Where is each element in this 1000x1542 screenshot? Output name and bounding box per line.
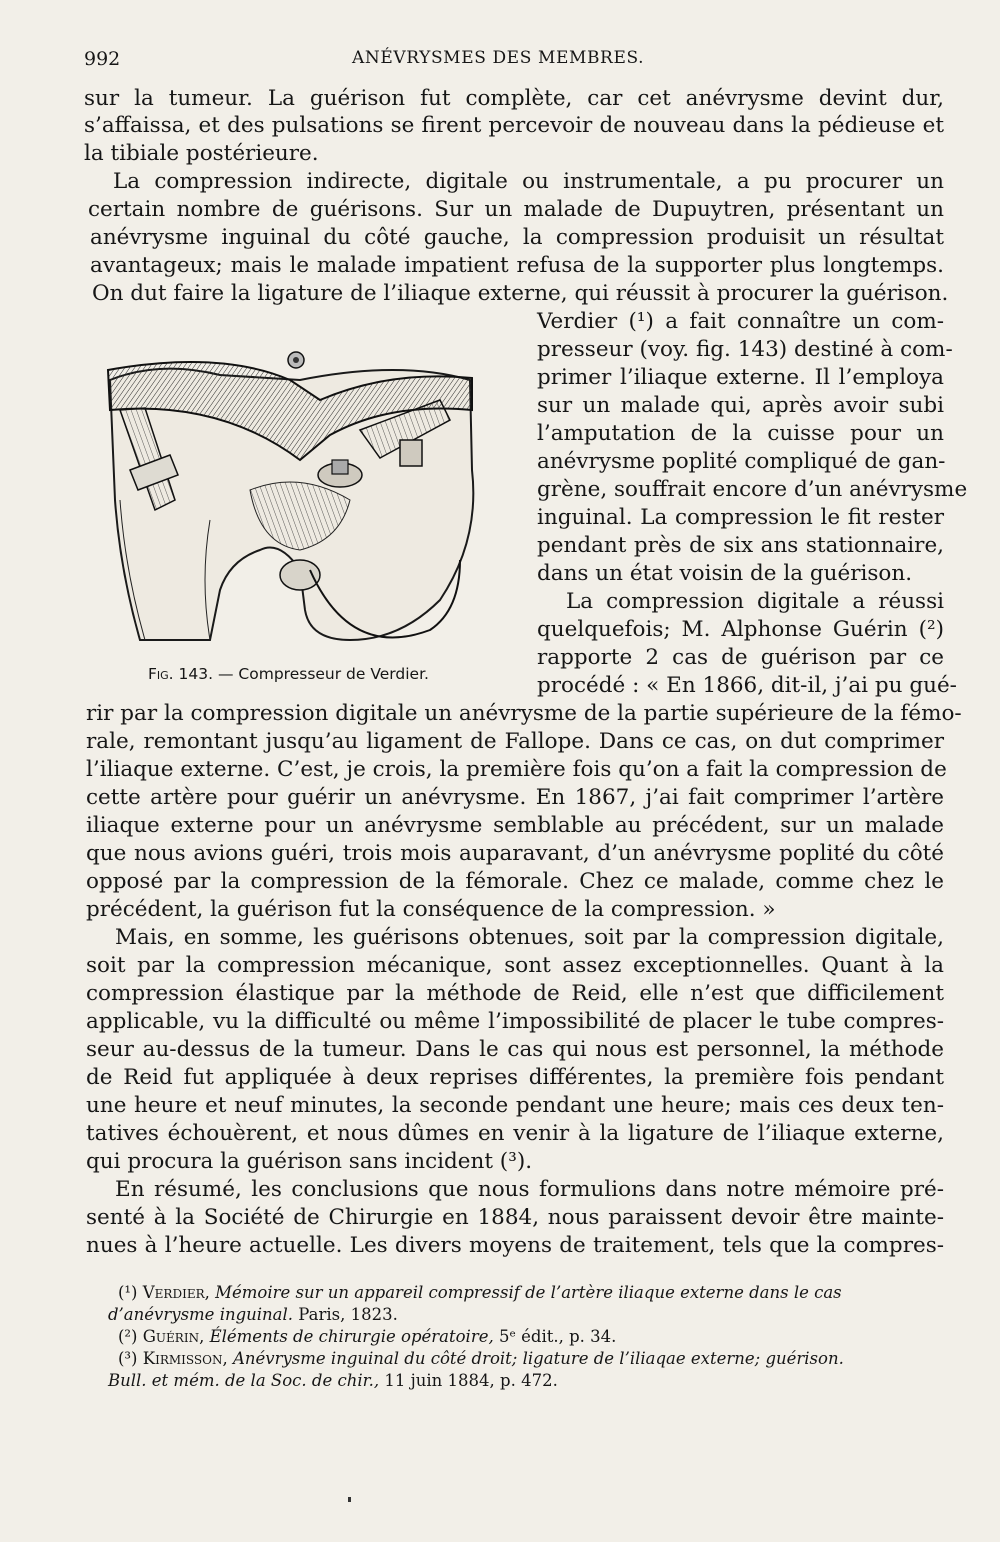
- body-line: rale, remontant jusqu’au ligament de Fallope. Dans ce cas, on dut comprimer: [86, 729, 944, 754]
- footnote-title: Anévrysme inguinal du côté droit; ligature de l’iliaqae externe; guérison.: [232, 1349, 844, 1368]
- footnote-1: [118, 1283, 842, 1303]
- body-line: primer l’iliaque externe. Il l’employa: [537, 365, 944, 390]
- footnote-author: Guérin,: [142, 1327, 205, 1346]
- body-line: tatives échouèrent, et nous dûmes en venir à la ligature de l’iliaque externe,: [86, 1121, 944, 1146]
- body-line: grène, souffrait encore d’un anévrysme: [537, 477, 968, 502]
- page-number: 992: [84, 48, 121, 70]
- footnote-mark: (³): [118, 1349, 138, 1368]
- body-line: de Reid fut appliquée à deux reprises différentes, la première fois pendant: [86, 1065, 944, 1090]
- body-line: En résumé, les conclusions que nous formulions dans notre mémoire pré-: [115, 1177, 944, 1202]
- body-line: précédent, la guérison fut la conséquence de la compression. »: [86, 897, 776, 922]
- body-line: La compression indirecte, digitale ou instrumentale, a pu procurer un: [113, 169, 944, 194]
- compressor-engraving: [100, 340, 480, 660]
- body-line: presseur (voy. fig. 143) destiné à com-: [537, 337, 953, 362]
- body-line: anévrysme poplité compliqué de gan-: [537, 449, 946, 474]
- body-line: cette artère pour guérir un anévrysme. En 1867, j’ai fait comprimer l’artère: [86, 785, 944, 810]
- body-line: On dut faire la ligature de l’iliaque externe, qui réussit à procurer la guérison.: [92, 281, 949, 306]
- body-line: une heure et neuf minutes, la seconde pendant une heure; mais ces deux ten-: [86, 1093, 944, 1118]
- footnote-rest: 11 juin 1884, p. 472.: [384, 1371, 558, 1390]
- page-header: [84, 48, 684, 74]
- body-line: certain nombre de guérisons. Sur un malade de Dupuytren, présentant un: [88, 197, 944, 222]
- footnote-mark: (¹): [118, 1283, 138, 1302]
- body-line: compression élastique par la méthode de Reid, elle n’est que difficilement: [86, 981, 944, 1006]
- body-line: pendant près de six ans stationnaire,: [537, 533, 944, 558]
- footnote-title: Éléments de chirurgie opératoire,: [209, 1327, 494, 1346]
- body-line: senté à la Société de Chirurgie en 1884, nous paraissent devoir être mainte-: [86, 1205, 944, 1230]
- figure-compresseur-illustration: [100, 340, 480, 660]
- body-line: s’affaissa, et des pulsations se firent percevoir de nouveau dans la pédieuse et: [84, 113, 944, 138]
- footnote-rest: 5ᵉ édit., p. 34.: [499, 1327, 617, 1346]
- body-line: quelquefois; M. Alphonse Guérin (²): [537, 617, 944, 642]
- running-head: ANÉVRYSMES DES MEMBRES.: [352, 48, 645, 68]
- body-line: anévrysme inguinal du côté gauche, la compression produisit un résultat: [90, 225, 944, 250]
- body-line: Verdier (¹) a fait connaître un com-: [537, 309, 944, 334]
- footnote-rest: Paris, 1823.: [298, 1305, 398, 1324]
- body-line: dans un état voisin de la guérison.: [537, 561, 913, 586]
- body-line: l’iliaque externe. C’est, je crois, la première fois qu’on a fait la compression de: [86, 757, 947, 782]
- footnote-title: Mémoire sur un appareil compressif de l’artère iliaque externe dans le cas: [215, 1283, 842, 1302]
- body-line: nues à l’heure actuelle. Les divers moyens de traitement, tels que la compres-: [86, 1233, 944, 1258]
- body-line: La compression digitale a réussi: [566, 589, 944, 614]
- body-line: rapporte 2 cas de guérison par ce: [537, 645, 944, 670]
- body-line: applicable, vu la difficulté ou même l’impossibilité de placer le tube compres-: [86, 1009, 944, 1034]
- footnote-author: Kirmisson,: [142, 1349, 228, 1368]
- footnote-mark: (²): [118, 1327, 138, 1346]
- footnote-title-cont: Bull. et mém. de la Soc. de chir.,: [108, 1371, 380, 1390]
- figure-caption-number: Fig. 143.: [148, 665, 214, 683]
- body-line: opposé par la compression de la fémorale. Chez ce malade, comme chez le: [86, 869, 944, 894]
- body-line: que nous avions guéri, trois mois auparavant, d’un anévrysme poplité du côté: [86, 841, 944, 866]
- footnote-title-cont: d’anévrysme inguinal.: [108, 1305, 294, 1324]
- body-line: rir par la compression digitale un anévrysme de la partie supérieure de la fémo-: [86, 701, 962, 726]
- footnote-3: [118, 1349, 844, 1369]
- figure-caption: [148, 665, 429, 683]
- body-line: Mais, en somme, les guérisons obtenues, soit par la compression digitale,: [115, 925, 944, 950]
- footnote-3-cont: [108, 1371, 558, 1391]
- figure-caption-text: — Compresseur de Verdier.: [218, 665, 429, 683]
- body-line: l’amputation de la cuisse pour un: [537, 421, 944, 446]
- body-line: sur la tumeur. La guérison fut complète, car cet anévrysme devint dur,: [84, 86, 944, 111]
- footnote-1-cont: [108, 1305, 398, 1325]
- body-line: iliaque externe pour un anévrysme semblable au précédent, sur un malade: [86, 813, 944, 838]
- body-line: procédé : « En 1866, dit-il, j’ai pu gué-: [537, 673, 957, 698]
- print-speck: [348, 1497, 351, 1502]
- body-line: qui procura la guérison sans incident (³).: [86, 1149, 533, 1174]
- body-line: inguinal. La compression le fit rester: [537, 505, 944, 530]
- body-line: avantageux; mais le malade impatient refusa de la supporter plus longtemps.: [90, 253, 944, 278]
- body-line: soit par la compression mécanique, sont assez exceptionnelles. Quant à la: [86, 953, 944, 978]
- body-line: sur un malade qui, après avoir subi: [537, 393, 944, 418]
- footnote-2: [118, 1327, 616, 1347]
- body-line: seur au-dessus de la tumeur. Dans le cas qui nous est personnel, la méthode: [86, 1037, 944, 1062]
- footnote-author: Verdier,: [142, 1283, 210, 1302]
- body-line: la tibiale postérieure.: [84, 141, 319, 166]
